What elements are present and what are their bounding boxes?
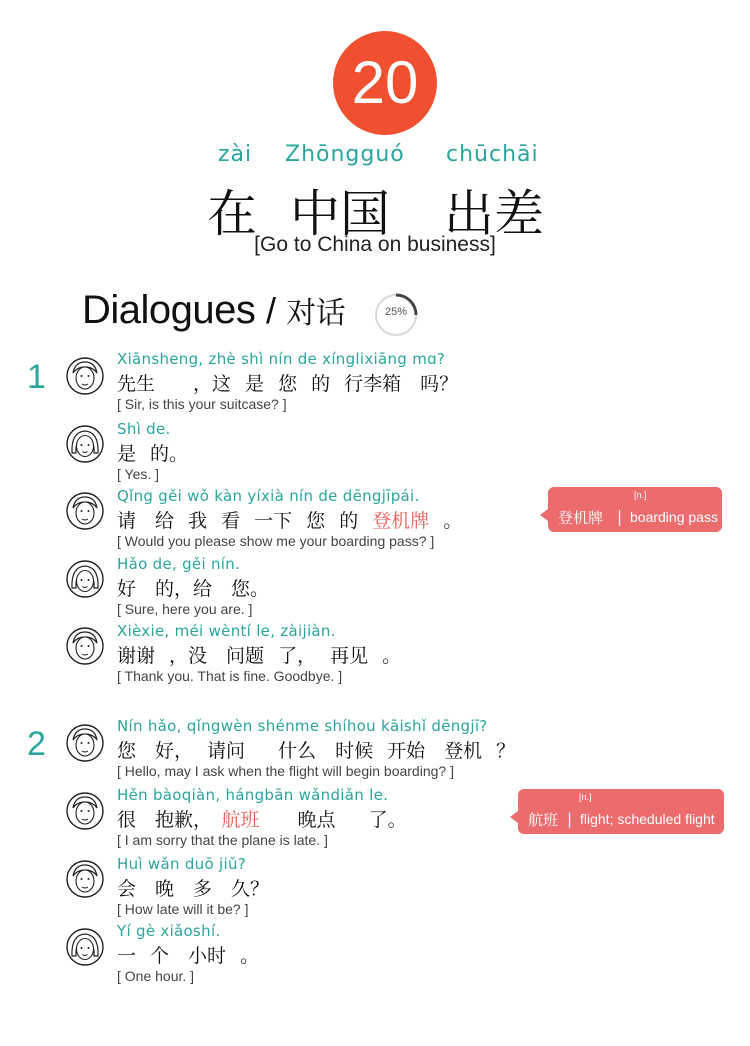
line-hanzi: [117, 736, 515, 763]
line-pinyin: Yí gè xiǎoshí.: [117, 922, 221, 940]
title-pinyin: [0, 138, 750, 174]
title-hanzi-word: 在: [207, 185, 257, 243]
line-translation: [ One hour. ]: [117, 968, 195, 984]
hanzi-text: 是 的。: [117, 443, 189, 465]
progress-label: 25%: [384, 306, 408, 318]
vocab-pos: [n.]: [634, 490, 647, 500]
hanzi-text: 会 晚 多 久？: [117, 878, 270, 900]
line-pinyin: Hěn bàoqiàn, hángbān wǎndiǎn le.: [117, 786, 389, 804]
line-pinyin: Qǐng gěi wǒ kàn yíxià nín de dēngjīpái.: [117, 487, 420, 505]
line-pinyin: Shì de.: [117, 420, 171, 438]
vocab-separator: |: [567, 810, 573, 828]
man-face-icon: [65, 858, 105, 900]
vocab-meaning: boarding pass: [630, 509, 718, 525]
man-face-icon: [65, 490, 105, 532]
section-separator: /: [266, 290, 276, 331]
vocab-word: 登机牌: [558, 509, 604, 527]
man-face-icon: [65, 790, 105, 832]
lesson-number: 20: [351, 49, 419, 116]
title-hanzi: [0, 172, 750, 243]
line-pinyin: Huì wǎn duō jiǔ?: [117, 855, 247, 873]
title-pinyin-word: Zhōngguó: [285, 142, 405, 167]
line-hanzi: [117, 941, 259, 968]
vocab-meaning: flight; scheduled flight: [580, 811, 715, 827]
line-hanzi: [117, 506, 462, 533]
hanzi-text: 晚点 了。: [259, 809, 407, 831]
section-title-zh: 对话: [286, 296, 346, 331]
vocab-callout: [548, 487, 722, 532]
vocab-separator: |: [617, 508, 623, 526]
progress-ring: [373, 292, 419, 338]
vocab-callout: [518, 789, 724, 834]
title-pinyin-word: chūchāi: [446, 142, 539, 167]
woman-face-icon: [65, 926, 105, 968]
vocab-pos: [n.]: [579, 792, 592, 802]
vocab-word: 航班: [528, 811, 559, 829]
hanzi-text: 请 给 我 看 一下 您 的: [117, 510, 373, 532]
hanzi-text: 一 个 小时 。: [117, 945, 260, 967]
title-pinyin-word: zài: [218, 142, 253, 167]
line-pinyin: Hǎo de, gěi nín.: [117, 555, 241, 573]
line-hanzi: [117, 874, 269, 901]
title-hanzi-word: 中国: [290, 185, 390, 243]
line-hanzi: [117, 369, 458, 396]
man-face-icon: [65, 722, 105, 764]
hanzi-text: 很 抱歉，: [117, 809, 222, 831]
section-heading: [82, 288, 345, 333]
hanzi-text: 谢谢 ，没 问题 了， 再见 。: [117, 645, 402, 667]
woman-face-icon: [65, 423, 105, 465]
section-title-en: Dialogues: [82, 288, 256, 332]
woman-face-icon: [65, 558, 105, 600]
line-translation: [ Thank you. That is fine. Goodbye. ]: [117, 668, 343, 684]
hanzi-text: 先生 ，这 是 您 的 行李箱 吗？: [117, 373, 459, 395]
line-translation: [ Would you please show me your boarding pass? ]: [117, 533, 435, 549]
hanzi-highlight: 登机牌: [372, 510, 430, 532]
title-hanzi-word: 出差: [444, 185, 544, 243]
line-pinyin: Xièxie, méi wèntí le, zàijiàn.: [117, 622, 336, 640]
title-english: [Go to China on business]: [254, 233, 496, 256]
line-translation: [ Hello, may I ask when the flight will begin boarding? ]: [117, 763, 454, 779]
line-translation: [ Sure, here you are. ]: [117, 601, 253, 617]
lesson-number-badge: [333, 31, 437, 135]
line-pinyin: Nín hǎo, qǐngwèn shénme shíhou kāishǐ dēngjī?: [117, 717, 488, 735]
line-hanzi: [117, 574, 269, 601]
man-face-icon: [65, 625, 105, 667]
line-pinyin: Xiānsheng, zhè shì nín de xínglixiāng mɑ?: [117, 350, 446, 368]
hanzi-text: 您 好， 请问 什么 时候 开始 登机 ？: [117, 740, 516, 762]
line-translation: [ Yes. ]: [117, 466, 160, 482]
line-hanzi: [117, 439, 188, 466]
line-hanzi: [117, 805, 407, 832]
dialogue-number: 2: [27, 725, 46, 763]
line-hanzi: [117, 641, 401, 668]
line-translation: [ I am sorry that the plane is late. ]: [117, 832, 328, 848]
man-face-icon: [65, 355, 105, 397]
line-translation: [ How late will it be? ]: [117, 901, 249, 917]
dialogue-number: 1: [27, 358, 46, 396]
line-translation: [ Sir, is this your suitcase? ]: [117, 396, 287, 412]
hanzi-text: 好 的，给 您。: [117, 578, 270, 600]
hanzi-highlight: 航班: [221, 809, 260, 831]
hanzi-text: 。: [429, 510, 463, 532]
